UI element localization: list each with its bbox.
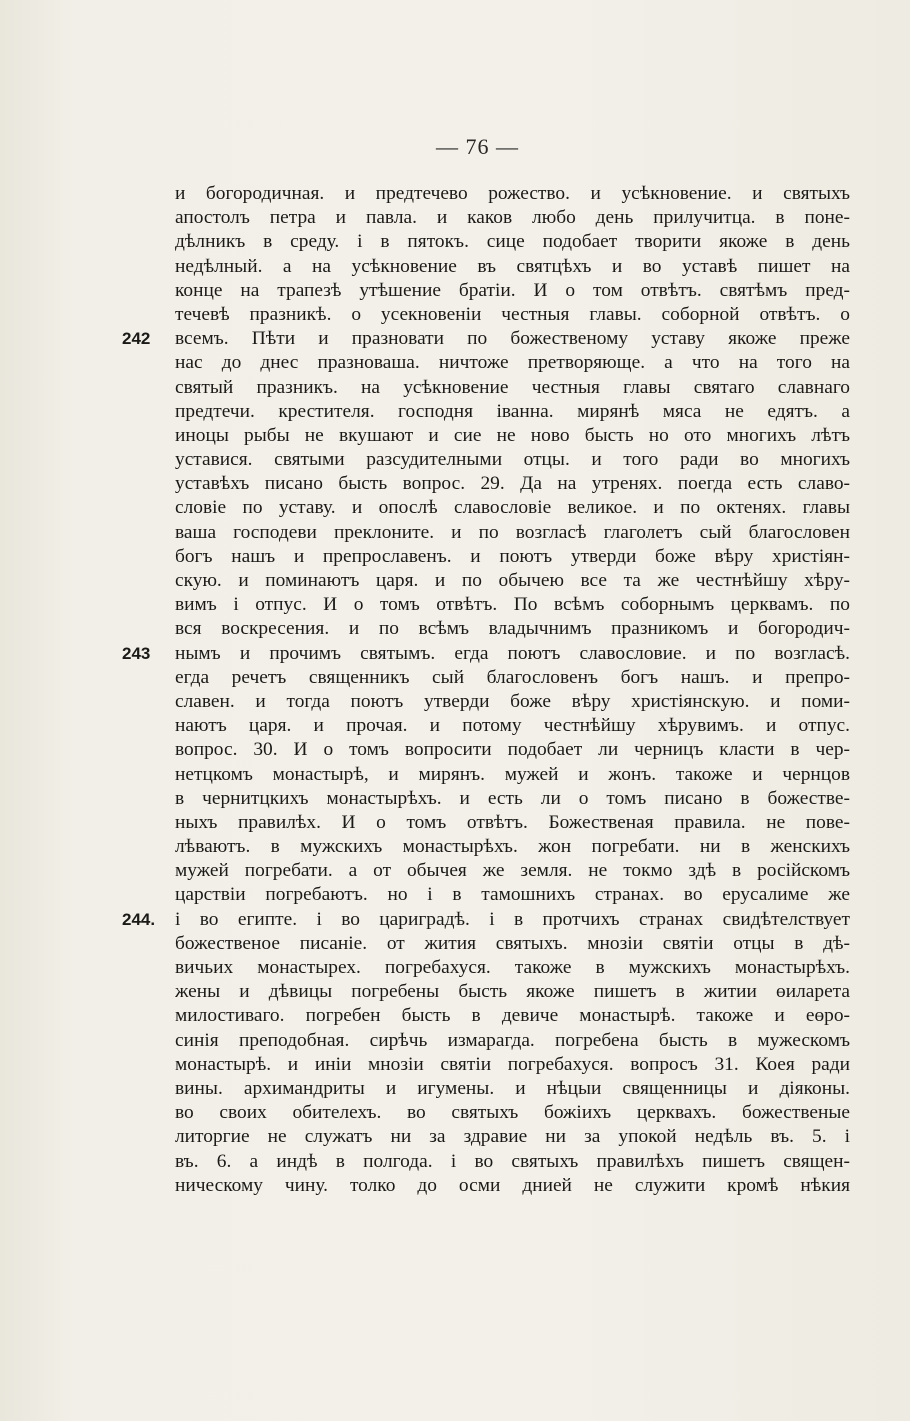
text-line: предтечи. крестителя. господня іванна. мирянѣ мяса не едятъ. а xyxy=(175,400,850,422)
text-line: милостиваго. погребен бысть в девиче монастырѣ. такоже и еөро- xyxy=(175,1005,850,1027)
text-line: славен. и тогда поютъ утверди боже вѣру христіянскую. и поми- xyxy=(175,690,850,712)
text-line: вопрос. 30. И о томъ вопросити подобает ли черницъ класти в чер- xyxy=(175,739,850,761)
text-line: вся воскресения. и по всѣмъ владычнимъ празникомъ и богородич- xyxy=(175,618,850,640)
text-line: і во египте. і во цариградѣ. і в протчихъ странах свидѣтелствует xyxy=(175,908,850,930)
text-line: лѣваютъ. в мужскихъ монастырѣхъ. жон погребати. ни в женскихъ xyxy=(175,836,850,858)
text-line: апостолъ петра и павла. и каков любо день прилучитца. в поне- xyxy=(175,207,850,229)
text-line: словіе по уставу. и опослѣ славословіе великое. и по октенях. главы xyxy=(175,497,850,519)
text-line: вины. архимандриты и игумены. и нѣцыи священницы и діяконы. xyxy=(175,1077,850,1099)
margin-section-number: 244. xyxy=(122,910,156,929)
page-number: — 76 — xyxy=(436,134,519,159)
text-line: мужей погребати. а от обычея же земля. не токмо здѣ в російскомъ xyxy=(175,860,850,882)
text-line: монастырѣ. и иніи мнозіи святіи погребахуся. вопросъ 31. Коея ради xyxy=(175,1053,850,1075)
text-line: святый празникъ. на усѣкновение честныя главы святаго славнаго xyxy=(175,376,850,398)
text-line: конце на трапезѣ утѣшение братіи. И о том отвѣтъ. святѣмъ пред- xyxy=(175,279,850,301)
text-line: во своих обителехъ. во святыхъ божіихъ церквахъ. божественые xyxy=(175,1102,850,1124)
text-line: нетцкомъ монастырѣ, и мирянъ. мужей и жонъ. такоже и чернцов xyxy=(175,763,850,785)
text-line: наютъ царя. и прочая. и потому честнѣйшу хѣрувимъ. и отпус. xyxy=(175,715,850,737)
text-line: дѣлникъ в среду. і в пятокъ. сице подобает творити якоже в день xyxy=(175,231,850,253)
text-line: и богородичная. и предтечево рожество. и усѣкновение. и святыхъ xyxy=(175,183,850,204)
text-line: егда речетъ священникъ сый благословенъ богъ нашъ. и препро- xyxy=(175,666,850,688)
text-line: синія преподобная. сирѣчь измарагда. погребена бысть в мужескомъ xyxy=(175,1029,850,1051)
text-line: богъ нашъ и препрославенъ. и поютъ утверди боже вѣру христіян- xyxy=(175,545,850,567)
text-line: ническому чину. толко до осми днией не служити кромѣ нѣкия xyxy=(175,1174,850,1196)
text-line: въ. 6. а индѣ в полгода. і во святыхъ правилѣхъ пишетъ священ- xyxy=(175,1150,850,1172)
text-line: божественое писаніе. от жития святыхъ. мнозіи святіи отцы в дѣ- xyxy=(175,932,850,954)
text-line: жены и дѣвицы погребены бысть якоже пишетъ в житии өиларета xyxy=(175,981,850,1003)
body-text xyxy=(175,182,850,1198)
text-line: течевѣ празникѣ. о усекновеніи честныя главы. соборной отвѣтъ. о xyxy=(175,303,850,325)
text-line: царствіи погребаютъ. но і в тамошнихъ странах. во ерусалиме же xyxy=(175,884,850,906)
text-line: уставися. святыми разсудителными отцы. и того ради во многихъ xyxy=(175,449,850,471)
margin-section-number: 242 xyxy=(122,329,151,349)
text-line: вимъ і отпус. И о томъ отвѣтъ. По всѣмъ соборнымъ церквамъ. по xyxy=(175,594,850,616)
text-line: ваша господеви преклоните. и по возгласѣ глаголетъ сый благословен xyxy=(175,521,850,543)
text-line: скую. и поминаютъ царя. и по обычею все та же честнѣйшу хѣру- xyxy=(175,570,850,591)
text-line: всемъ. Пѣти и празновати по божественому уставу якоже преже xyxy=(175,328,850,350)
text-line: иноцы рыбы не вкушают и сие не ново бысть но ото многихъ лѣтъ xyxy=(175,424,850,446)
text-line: ныхъ правилѣх. И о томъ отвѣтъ. Божественая правила. не пове- xyxy=(175,811,850,833)
text-line: уставѣхъ писано бысть вопрос. 29. Да на утренях. поегда есть славо- xyxy=(175,473,850,495)
text-line: нымъ и прочимъ святымъ. егда поютъ славословие. и по возгласѣ. xyxy=(175,642,850,664)
text-line: нас до днес празноваша. ничтоже претворяюще. а что на того на xyxy=(175,352,850,374)
text-line: вичьих монастырех. погребахуся. такоже в мужскихъ монастырѣхъ. xyxy=(175,957,850,978)
margin-section-number: 243 xyxy=(122,643,151,663)
text-line: в чернитцкихъ монастырѣхъ. и есть ли о томъ писано в божестве- xyxy=(175,787,850,809)
text-line: литоргие не служатъ ни за здравие ни за упокой недѣль въ. 5. і xyxy=(175,1126,850,1148)
text-line: недѣлный. а на усѣкновение въ святцѣхъ и во уставѣ пишет на xyxy=(175,255,850,277)
